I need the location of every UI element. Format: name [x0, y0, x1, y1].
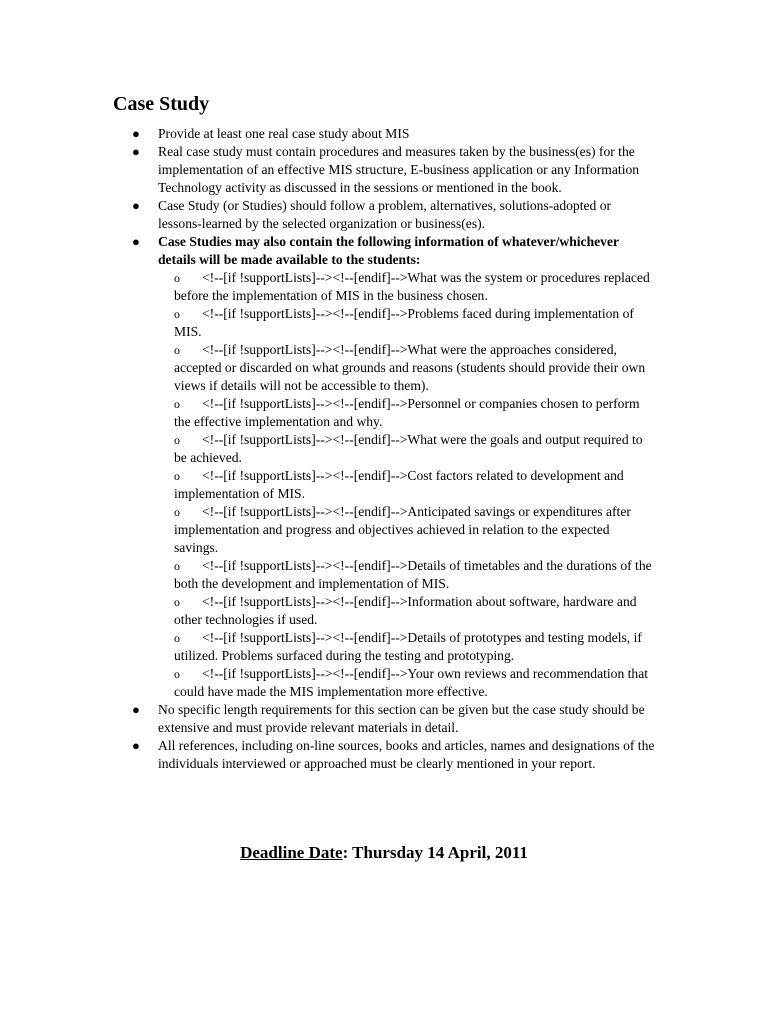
sublist-item-text: Details of prototypes and testing models, if utilized. Problems surfaced during the testing and prototyping. [174, 630, 642, 663]
sublist-item-prefix: <!--[if !supportLists]--><!--[endif]--> [202, 558, 408, 573]
bullet-icon: ● [132, 738, 140, 753]
list-item-text: Provide at least one real case study about MIS [158, 126, 410, 141]
list-item [0, 143, 658, 197]
sublist-item-text: What was the system or procedures replaced before the implementation of MIS in the business chosen. [174, 270, 650, 303]
page-title: Case Study [113, 93, 210, 115]
circle-bullet-icon: o [174, 595, 180, 609]
requirements-list [0, 125, 768, 773]
circle-bullet-icon: o [174, 505, 180, 519]
sublist-item-prefix: <!--[if !supportLists]--><!--[endif]--> [202, 630, 408, 645]
sublist-item [174, 395, 654, 431]
bullet-icon: ● [132, 144, 140, 159]
bullet-icon: ● [132, 198, 140, 213]
sublist-item-prefix: <!--[if !supportLists]--><!--[endif]--> [202, 342, 408, 357]
sublist-item-text: Information about software, hardware and other technologies if used. [174, 594, 637, 627]
list-item [0, 701, 658, 737]
circle-bullet-icon: o [174, 667, 180, 681]
bullet-icon: ● [132, 702, 140, 717]
sublist-item [174, 431, 654, 467]
sublist-item-text: Problems faced during implementation of MIS. [174, 306, 634, 339]
sublist-item [174, 503, 654, 557]
bullet-icon: ● [132, 234, 140, 249]
details-sublist [158, 269, 658, 701]
sublist-item [174, 467, 654, 503]
sublist-item-prefix: <!--[if !supportLists]--><!--[endif]--> [202, 594, 408, 609]
sublist-item-prefix: <!--[if !supportLists]--><!--[endif]--> [202, 270, 408, 285]
sublist-item-text: Cost factors related to development and implementation of MIS. [174, 468, 624, 501]
sublist-item-text: Your own reviews and recommendation that could have made the MIS implementation more effective. [174, 666, 649, 699]
deadline-label: Deadline Date [240, 843, 343, 862]
sublist-item-prefix: <!--[if !supportLists]--><!--[endif]--> [202, 306, 408, 321]
sublist-item-prefix: <!--[if !supportLists]--><!--[endif]--> [202, 396, 408, 411]
list-item [0, 737, 658, 773]
circle-bullet-icon: o [174, 397, 180, 411]
sublist-item [174, 269, 654, 305]
circle-bullet-icon: o [174, 559, 180, 573]
list-item [0, 197, 658, 233]
bullet-icon: ● [132, 126, 140, 141]
sublist-item-text: Anticipated savings or expenditures after implementation and progress and objectives achieved in relation to the expected savings. [174, 504, 631, 555]
sublist-item-text: What were the approaches considered, accepted or discarded on what grounds and reasons (students should provide their own views if details will not be accessible to them). [174, 342, 646, 393]
circle-bullet-icon: o [174, 271, 180, 285]
list-item-text: Case Studies may also contain the following information of whatever/whichever details will be made available to the students: [158, 234, 619, 267]
deadline-line [0, 842, 768, 864]
list-item-text: Case Study (or Studies) should follow a problem, alternatives, solutions-adopted or lessons-learned by the selected organization or business(es). [158, 198, 612, 231]
sublist-item [174, 557, 654, 593]
circle-bullet-icon: o [174, 469, 180, 483]
sublist-item-prefix: <!--[if !supportLists]--><!--[endif]--> [202, 468, 408, 483]
sublist-item [174, 629, 654, 665]
sublist-item-prefix: <!--[if !supportLists]--><!--[endif]--> [202, 504, 408, 519]
list-item-text: All references, including on-line sources, books and articles, names and designations of the individuals interviewed or approached must be clearly mentioned in your report. [158, 738, 655, 771]
list-item-case-studies [0, 233, 658, 701]
sublist-item [174, 341, 654, 395]
circle-bullet-icon: o [174, 433, 180, 447]
sublist-item [174, 665, 654, 701]
circle-bullet-icon: o [174, 343, 180, 357]
list-item [0, 125, 658, 143]
sublist-item-text: Personnel or companies chosen to perform the effective implementation and why. [174, 396, 640, 429]
sublist-item-text: What were the goals and output required to be achieved. [174, 432, 643, 465]
circle-bullet-icon: o [174, 307, 180, 321]
sublist-item [174, 593, 654, 629]
circle-bullet-icon: o [174, 631, 180, 645]
sublist-item-text: Details of timetables and the durations of the both the development and implementation of MIS. [174, 558, 652, 591]
sublist-item-prefix: <!--[if !supportLists]--><!--[endif]--> [202, 432, 408, 447]
list-item-text: Real case study must contain procedures and measures taken by the business(es) for the implementation of an effective MIS structure, E-business application or any Information Technology activity as discussed in the sessions or mentioned in the book. [158, 144, 640, 195]
sublist-item [174, 305, 654, 341]
list-item-text: No specific length requirements for this section can be given but the case study should be extensive and must provide relevant materials in detail. [158, 702, 645, 735]
deadline-value: : Thursday 14 April, 2011 [342, 843, 528, 862]
sublist-item-prefix: <!--[if !supportLists]--><!--[endif]--> [202, 666, 408, 681]
